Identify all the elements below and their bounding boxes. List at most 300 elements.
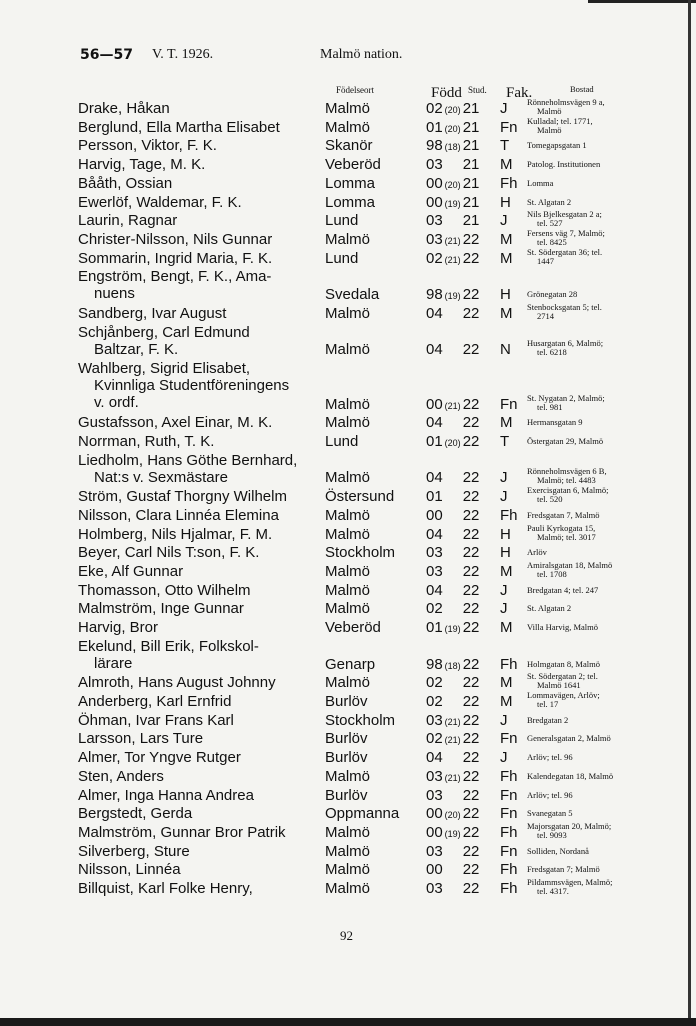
entry-stud: 22 [462,544,480,562]
entry-address-line: Arlöv; tel. 96 [527,752,573,763]
entry-born-stud [426,730,479,747]
list-item [0,877,696,898]
entry-name [78,100,323,117]
entry-stud: 22 [462,786,480,804]
entry-stud: 21 [462,100,480,117]
entry-name-line: Bergstedt, Gerda [78,805,193,823]
entry-born: 00 [426,395,443,413]
entry-registered: (19) [444,291,461,302]
entry-name [78,360,323,411]
entry-name [78,268,323,302]
entry-faculty: J [500,100,508,117]
entry-born: 01 [426,118,443,136]
entry-faculty: H [500,193,511,211]
list-item [0,324,696,360]
entry-faculty: J [500,469,508,487]
entry-registered: (21) [444,735,461,746]
entry-born: 00 [426,861,443,879]
entry-faculty: Fn [500,805,518,823]
list-item [0,246,696,268]
entry-born-stud [426,488,479,505]
entry-born-stud [426,544,479,561]
entry-name-line: Nilsson, Linnéa [78,861,181,879]
list-item [0,452,696,488]
entry-address [527,179,685,188]
entry-stud: 22 [462,861,480,879]
entry-birthplace: Malmö [325,341,371,359]
entry-birthplace: Lund [325,433,359,450]
entry-faculty: Fh [500,823,518,841]
entry-stud: 22 [462,395,480,413]
entry-name-line: Harvig, Tage, M. K. [78,156,206,174]
entry-born-stud [426,469,479,486]
entry-address [527,672,685,690]
list-item [0,115,696,137]
entry-address [527,623,685,632]
entry-birthplace: Malmö [325,395,371,413]
entry-registered: (19) [444,828,461,839]
entry-registered: (20) [444,179,461,190]
list-item [0,522,696,544]
entry-name [78,324,323,358]
entry-born: 98 [426,137,443,155]
entry-address-line: Fredsgatan 7; Malmö [527,864,600,875]
entry-registered: (19) [444,624,461,635]
entry-birthplace: Veberöd [325,156,381,174]
entry-name-line: Harvig, Bror [78,619,159,637]
entry-faculty: Fn [500,842,518,860]
entry-address-line: Amiralsgatan 18, Malmö [527,560,613,570]
entry-name-line: Nilsson, Clara Linnéa Elemina [78,506,279,524]
entry-birthplace: Burlöv [325,693,368,710]
entry-address [527,716,685,725]
entry-born: 04 [426,341,443,359]
entry-address [527,822,685,840]
entry-name-line: Sommarin, Ingrid Maria, F. K. [78,249,273,267]
entry-name [78,787,323,804]
entry-born-stud [426,805,479,822]
entry-name [78,194,323,211]
entry-name-line: v. ordf. [94,394,139,411]
entry-stud: 22 [462,655,480,673]
entry-address [527,229,685,247]
entry-name-line: Persson, Viktor, F. K. [78,137,217,155]
entry-name [78,305,323,322]
entry-born: 01 [426,619,443,637]
entry-name [78,749,323,766]
entry-name-line: Malmström, Gunnar Bror Patrik [78,823,286,841]
entry-faculty: J [500,600,508,618]
list-item [0,712,696,730]
entry-born-stud [426,619,479,636]
entry-born: 98 [426,286,443,304]
entry-faculty: Fn [500,395,518,413]
list-item [0,843,696,861]
entry-address-line: Kulladal; tel. 1771, [527,115,593,126]
entry-birthplace: Malmö [325,674,371,692]
entry-name-line: Schjånberg, Carl Edmund [78,323,250,341]
list-item [0,582,696,600]
entry-address [527,117,685,135]
entry-address [527,561,685,579]
entry-address-line: Rönneholmsvägen 6 B, [527,466,607,477]
entry-born: 03 [426,786,443,804]
entry-address-line: St. Södergatan 36; tel. [527,246,603,257]
entry-address-line: tel. 981 [537,401,563,412]
entry-registered: (19) [444,198,461,209]
entry-address-line: Fredsgatan 7, Malmö [527,509,600,520]
entry-stud: 22 [462,619,480,637]
entry-stud: 21 [462,137,480,155]
entry-birthplace: Oppmanna [325,805,400,823]
entry-address-line: tel. 6218 [537,347,567,358]
entry-name [78,880,323,897]
entry-born: 98 [426,655,443,673]
page-number: 92 [340,928,353,943]
entry-born-stud [426,824,479,841]
entry-stud: 21 [462,174,480,192]
entry-address-line: St. Algatan 2 [527,196,572,207]
entry-name [78,212,323,229]
entry-registered: (21) [444,235,461,246]
entry-address-line: Malmö; tel. 4483 [537,475,596,486]
entry-faculty: T [500,137,510,155]
entry-name-line: Thomasson, Otto Wilhelm [78,581,251,599]
entry-name [78,712,323,729]
entry-name [78,693,323,710]
entry-address [527,160,685,169]
entry-born-stud [426,507,479,524]
entry-birthplace: Malmö [325,118,371,136]
entry-name [78,843,323,860]
entry-born-stud [426,880,479,897]
entry-born-stud [426,843,479,860]
list-item [0,485,696,506]
entry-name [78,488,323,505]
entry-stud: 22 [462,842,480,860]
entry-address-line: Arlöv; tel. 96 [527,789,573,800]
entry-birthplace: Malmö [325,304,371,322]
entry-name [78,638,323,672]
entry-registered: (18) [444,660,461,671]
entry-name-line: Anderberg, Karl Ernfrid [78,693,232,710]
entry-faculty: H [500,525,511,543]
entry-stud: 21 [462,118,480,136]
entry-name [78,563,323,580]
entry-registered: (21) [444,400,461,411]
entry-born: 03 [426,156,443,174]
entry-address [527,141,685,150]
entry-address [527,394,685,412]
entry-faculty: J [500,581,508,599]
entry-name-line: Nat:s v. Sexmästare [94,468,228,486]
entry-born: 03 [426,230,443,248]
entry-birthplace: Malmö [325,563,371,580]
entry-born-stud [426,526,479,543]
entry-address-line: tel. 17 [537,699,559,709]
entry-birthplace: Malmö [325,581,371,599]
list-item [0,730,696,748]
entry-stud: 22 [462,469,480,487]
entry-stud: 22 [462,805,480,823]
entry-born-stud [426,749,479,766]
entry-address-line: Fersens väg 7, Malmö; [527,227,605,238]
list-item [0,414,696,432]
entry-address-line: Malmö [537,124,562,135]
entry-name-line: Sten, Anders [78,767,164,785]
entry-name [78,768,323,785]
entry-stud: 21 [462,156,480,174]
entry-birthplace: Malmö [325,469,371,487]
entry-address-line: Husargatan 6, Malmö; [527,338,604,349]
entry-born-stud [426,768,479,785]
entry-faculty: M [500,156,513,174]
column-header-born: Född [431,85,462,101]
entry-faculty: M [500,693,513,710]
entry-stud: 22 [462,433,480,450]
entry-name-line: Beyer, Carl Nils T:son, F. K. [78,544,260,562]
entry-address-line: Majorsgatan 20, Malmö; [527,820,612,831]
entry-born-stud [426,582,479,599]
entry-stud: 22 [462,563,480,580]
entry-born-stud [426,231,479,248]
entry-address-line: Villa Harvig, Malmö [527,622,599,633]
entry-birthplace: Malmö [325,861,371,879]
entry-born-stud [426,396,479,413]
entry-name [78,526,323,543]
entry-born-stud [426,305,479,322]
entry-address [527,691,685,709]
entry-faculty: Fh [500,506,518,524]
entry-faculty: M [500,619,513,637]
entry-address-line: Hermansgatan 9 [527,417,583,428]
entry-address [527,878,685,896]
entry-name-line: Christer-Nilsson, Nils Gunnar [78,230,273,248]
entry-address [527,511,685,520]
entry-name-line: Kvinnliga Studentföreningens [94,377,290,394]
entry-faculty: M [500,563,513,580]
entry-stud: 22 [462,249,480,267]
entry-faculty: H [500,286,511,304]
entry-name-line: Ström, Gustaf Thorgny Wilhelm [78,488,287,506]
entry-faculty: M [500,674,513,692]
entry-address [527,772,685,781]
entry-born-stud [426,433,479,450]
entry-born: 03 [426,544,443,562]
entry-name [78,175,323,192]
list-item [0,787,696,805]
entry-name-line: Wahlberg, Sigrid Elisabet, [78,360,251,377]
entry-stud: 22 [462,414,480,432]
entry-born: 04 [426,469,443,487]
entry-faculty: M [500,230,513,248]
entry-birthplace: Östersund [325,488,395,506]
list-item [0,749,696,767]
entry-address-line: tel. 520 [537,494,563,505]
entry-birthplace: Burlöv [325,730,368,748]
page-edge-top [588,0,696,3]
entry-born: 04 [426,414,443,432]
entry-birthplace: Malmö [325,880,371,897]
entry-born: 02 [426,674,443,692]
list-item [0,768,696,786]
entry-born: 04 [426,581,443,599]
entry-name [78,507,323,524]
entry-stud: 22 [462,230,480,248]
entry-name-line: Liedholm, Hans Göthe Bernhard, [78,451,298,469]
entry-faculty: Fh [500,655,518,673]
entry-address-line: Rönneholmsvägen 9 a, [527,97,605,107]
entry-faculty: Fn [500,730,518,748]
list-item [0,619,696,637]
entry-address-line: Arlöv [527,547,547,558]
list-item [0,156,696,174]
list-item [0,175,696,193]
entry-faculty: J [500,749,508,767]
entry-address [527,604,685,613]
entry-address-line: St. Nygatan 2, Malmö; [527,392,605,403]
entry-faculty: Fh [500,880,518,897]
column-header-birthplace: Födelseort [336,85,374,95]
entry-address [527,865,685,874]
entry-name [78,156,323,173]
entry-address-line: tel. 4317. [537,886,569,896]
entry-birthplace: Veberöd [325,619,381,637]
entry-address-line: Nils Bjelkesgatan 2 a; [527,209,602,220]
entry-faculty: M [500,414,513,432]
entry-born: 04 [426,304,443,322]
entry-name-line: Bååth, Ossian [78,174,173,192]
entry-address-line: tel. 9093 [537,829,567,840]
entry-address [527,303,685,321]
entry-born-stud [426,137,479,154]
entry-name [78,544,323,561]
entry-name [78,582,323,599]
list-item [0,433,696,451]
entry-address [527,418,685,427]
entry-address [527,198,685,207]
entry-name [78,824,323,841]
entry-name [78,119,323,136]
entry-registered: (20) [444,810,461,821]
entry-address-line: tel. 8425 [537,236,567,247]
entry-born: 02 [426,693,443,710]
entry-faculty: N [500,341,511,359]
entry-address-line: Malmö; tel. 3017 [537,531,596,542]
entry-name-line: Eke, Alf Gunnar [78,563,184,580]
entry-address [527,437,685,446]
entry-address-line: Solliden, Nordanå [527,845,589,856]
entry-born: 02 [426,249,443,267]
list-item [0,137,696,155]
entry-address [527,210,685,228]
entry-address [527,586,685,595]
entry-born-stud [426,156,479,173]
entry-stud: 21 [462,212,480,230]
entry-born: 03 [426,767,443,785]
list-item [0,690,696,711]
entry-name-line: nuens [94,285,135,303]
entry-address-line: Östergatan 29, Malmö [527,436,604,446]
entry-address-line: tel. 527 [537,218,563,229]
entry-address [527,753,685,762]
entry-faculty: Fh [500,861,518,879]
entry-born-stud [426,250,479,267]
entry-stud: 22 [462,600,480,618]
entry-name-line: Drake, Håkan [78,100,170,117]
entry-born-stud [426,600,479,617]
entry-born: 00 [426,805,443,823]
entry-born-stud [426,712,479,729]
header-term: V. T. 1926. [152,47,214,62]
entry-faculty: Fn [500,118,518,136]
entry-born: 00 [426,174,443,192]
entry-name-line: Ekelund, Bill Erik, Folkskol- [78,637,259,655]
entry-stud: 22 [462,711,480,729]
entry-birthplace: Malmö [325,600,371,618]
entry-address [527,734,685,743]
entry-faculty: Fn [500,786,518,804]
entry-faculty: H [500,544,511,562]
entry-born-stud [426,693,479,710]
entry-born: 04 [426,525,443,543]
entry-registered: (21) [444,254,461,265]
entry-born: 04 [426,749,443,767]
entry-name-line: Sandberg, Ivar August [78,304,227,322]
entry-faculty: M [500,249,513,267]
entry-birthplace: Lomma [325,174,376,192]
entry-name [78,433,323,450]
column-header-stud: Stud. [468,85,487,95]
entry-address-line: Bredgatan 2 [527,714,569,725]
entry-stud: 22 [462,749,480,767]
entry-name [78,137,323,154]
entry-birthplace: Malmö [325,767,371,785]
entry-address-line: Lomma [527,177,554,188]
header-page-numbers: 56—57 [80,47,133,63]
entry-registered: (20) [444,438,461,448]
entry-birthplace: Malmö [325,506,371,524]
entry-address-line: Bredgatan 4; tel. 247 [527,584,599,595]
entry-name [78,619,323,636]
entry-address-line: Lommavägen, Arlöv; [527,690,600,700]
entry-birthplace: Malmö [325,100,371,117]
entry-faculty: Fh [500,174,518,192]
entry-faculty: M [500,304,513,322]
entry-stud: 22 [462,525,480,543]
entry-name-line: Ewerlöf, Waldemar, F. K. [78,193,242,211]
entry-name-line: Laurin, Ragnar [78,212,178,230]
entry-address-line: Generalsgatan 2, Malmö [527,733,611,744]
entry-stud: 22 [462,823,480,841]
entry-name-line: Billquist, Karl Folke Henry, [78,880,253,897]
entry-registered: (18) [444,142,461,153]
entry-faculty: J [500,488,508,506]
entry-born-stud [426,414,479,431]
entry-born: 03 [426,880,443,897]
entry-name-line: Malmström, Inge Gunnar [78,600,244,618]
entry-registered: (21) [444,772,461,783]
entry-address-line: Grönegatan 28 [527,289,578,300]
entry-born-stud [426,563,479,580]
entry-registered: (20) [444,123,461,134]
entry-born-stud [426,674,479,691]
entry-address [527,98,685,116]
entry-name-line: Almer, Inga Hanna Andrea [78,786,254,804]
entry-birthplace: Lund [325,212,359,230]
list-item [0,560,696,581]
entry-born-stud [426,286,479,303]
